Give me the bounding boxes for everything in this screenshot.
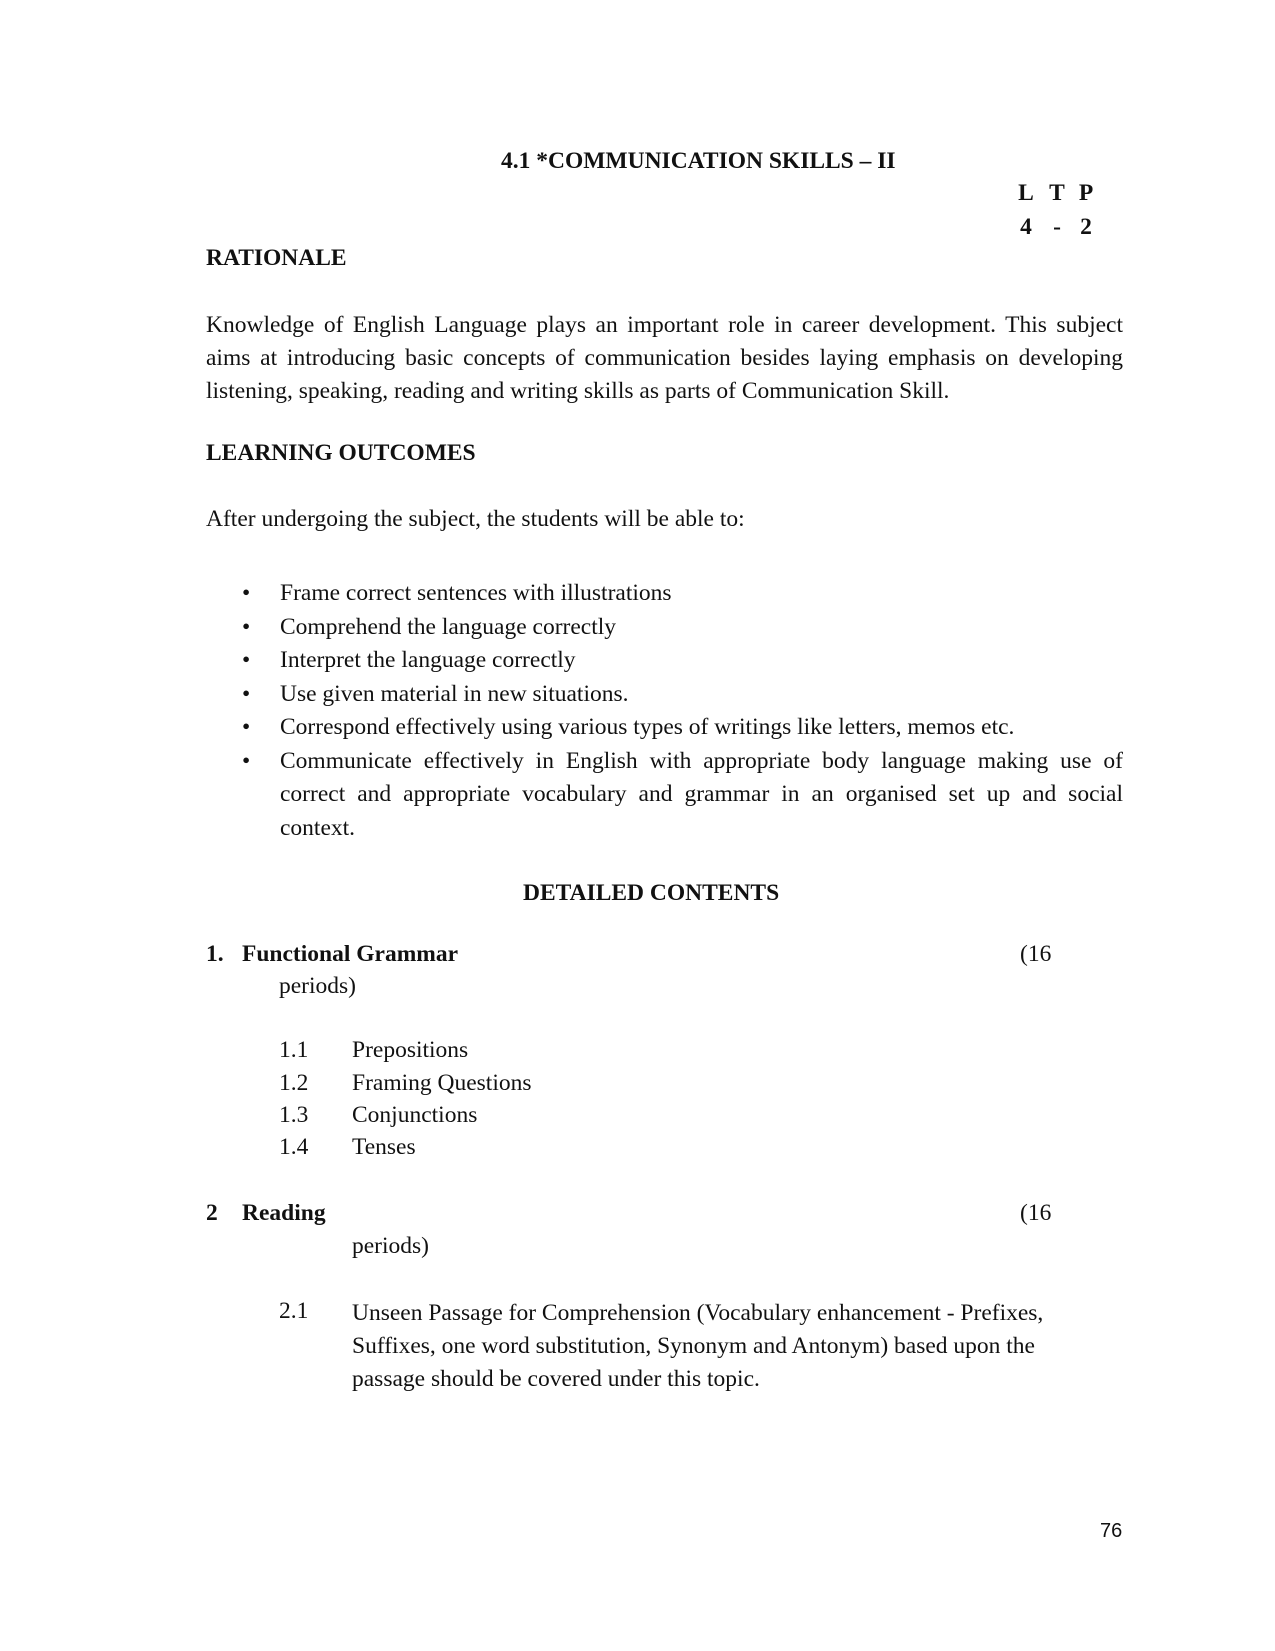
section-2-title: Reading bbox=[242, 1200, 326, 1226]
item-2-1-text: Unseen Passage for Comprehension (Vocabulary enhancement - Prefixes, Suffixes, one word substitution, Synonym and Antonym) based upon the passage should be covered under this topic. bbox=[352, 1300, 1044, 1392]
rationale-heading: RATIONALE bbox=[206, 245, 347, 271]
item-1-3-number: 1.3 bbox=[279, 1102, 309, 1128]
list-item: • Correspond effectively using various types of writings like letters, memos etc. bbox=[206, 711, 1123, 745]
ltp-header-t: T bbox=[1049, 180, 1065, 206]
item-2-1-number: 2.1 bbox=[279, 1298, 309, 1324]
section-1-periods-close: periods) bbox=[279, 973, 357, 999]
item-1-4-number: 1.4 bbox=[279, 1134, 309, 1160]
item-1-3-text: Conjunctions bbox=[352, 1102, 478, 1128]
list-item: • Use given material in new situations. bbox=[206, 678, 1123, 712]
ltp-value-p: 2 bbox=[1080, 214, 1092, 240]
detailed-contents-heading: DETAILED CONTENTS bbox=[523, 880, 780, 906]
ltp-value-t: - bbox=[1053, 214, 1061, 240]
section-2-number: 2 bbox=[206, 1200, 218, 1226]
item-1-2-text: Framing Questions bbox=[352, 1070, 532, 1096]
learning-outcomes-list bbox=[206, 577, 1123, 845]
section-2-periods-open: (16 bbox=[1020, 1200, 1052, 1226]
ltp-header-l: L bbox=[1018, 180, 1034, 206]
learning-outcomes-intro: After undergoing the subject, the students will be able to: bbox=[206, 506, 745, 532]
list-item: • Comprehend the language correctly bbox=[206, 611, 1123, 645]
page-number: 76 bbox=[1100, 1520, 1123, 1542]
item-1-1-number: 1.1 bbox=[279, 1037, 309, 1063]
learning-outcomes-heading: LEARNING OUTCOMES bbox=[206, 440, 476, 466]
section-1-number: 1. bbox=[206, 941, 224, 967]
page-title: 4.1 *COMMUNICATION SKILLS – II bbox=[501, 148, 896, 174]
item-1-2-number: 1.2 bbox=[279, 1070, 309, 1096]
rationale-text: Knowledge of English Language plays an important role in career development. This subject aims at introducing basic concepts of communication besides laying emphasis on developing listening, speaking, reading and writing skills as parts of Communication Skill. bbox=[206, 312, 1123, 404]
list-item: • Communicate effectively in English with appropriate body language making use of correct and appropriate vocabulary and grammar in an organised set up and social context. bbox=[206, 745, 1123, 846]
list-item: • Frame correct sentences with illustrations bbox=[206, 577, 1123, 611]
ltp-value-l: 4 bbox=[1020, 214, 1032, 240]
item-1-4-text: Tenses bbox=[352, 1134, 416, 1160]
section-1-title: Functional Grammar bbox=[242, 941, 459, 967]
section-1-periods-open: (16 bbox=[1020, 941, 1052, 967]
item-1-1-text: Prepositions bbox=[352, 1037, 469, 1063]
section-2-periods-close: periods) bbox=[352, 1233, 430, 1259]
ltp-header-p: P bbox=[1078, 180, 1094, 206]
list-item: • Interpret the language correctly bbox=[206, 644, 1123, 678]
